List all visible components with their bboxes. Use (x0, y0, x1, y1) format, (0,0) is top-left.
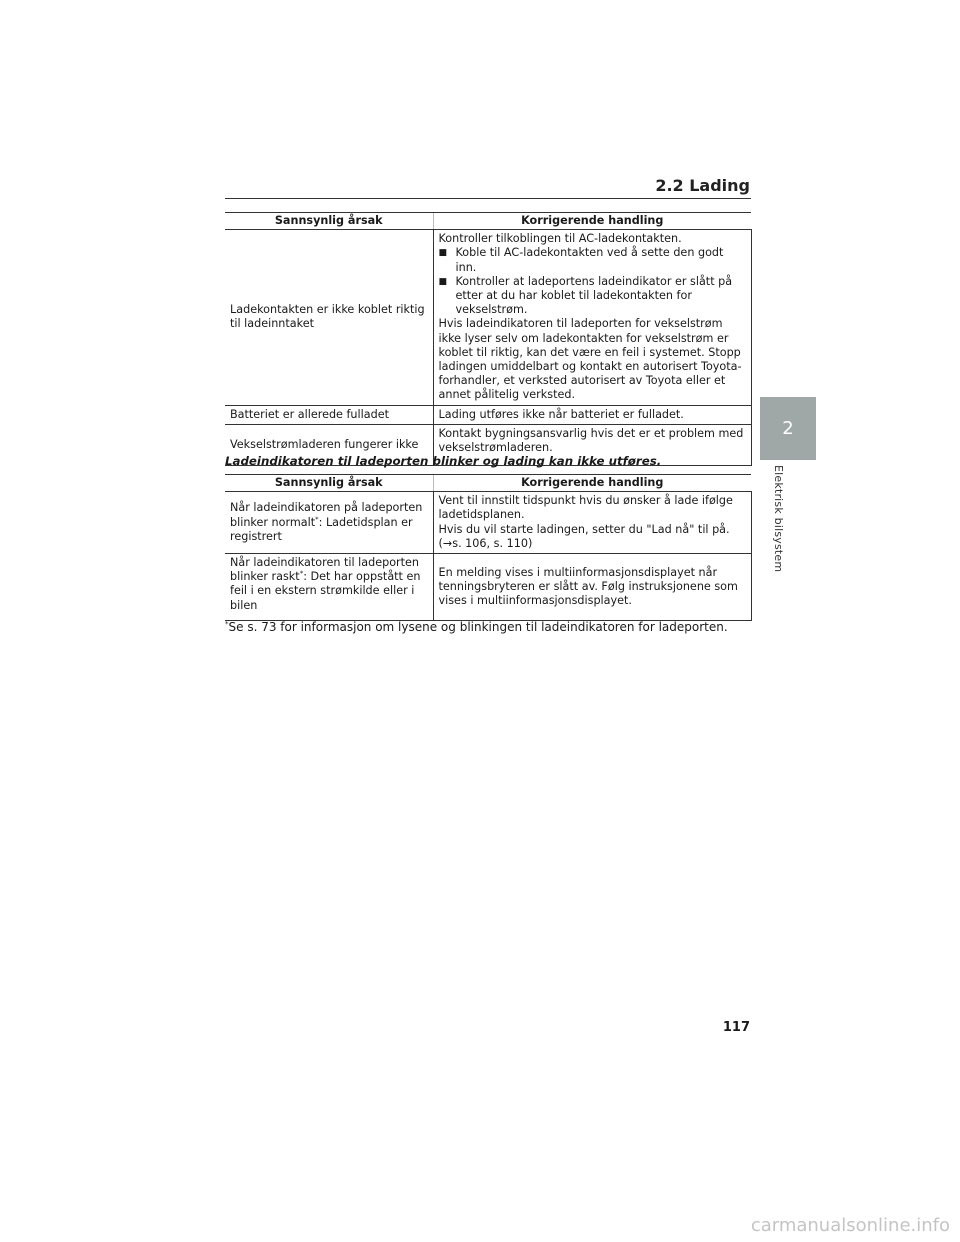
cause-text: : Ladetidsplan er registrert (230, 515, 413, 543)
table-header-row (225, 475, 751, 492)
action-cell (433, 230, 751, 405)
action-text: Vent til innstilt tidspunkt hvis du ønsker å lade ifølge ladetidsplanen. (438, 494, 733, 522)
footnote-marker: * (299, 569, 304, 578)
footnote (225, 620, 765, 635)
page-number: 117 (722, 1020, 750, 1035)
cause-cell: Batteriet er allerede fulladet (225, 405, 433, 424)
troubleshooting-table-1 (225, 212, 752, 466)
section-heading: Ladeindikatoren til ladeporten blinker og lading kan ikke utføres. (225, 454, 662, 468)
footnote-marker: * (225, 620, 229, 628)
troubleshooting-table-2 (225, 474, 752, 621)
action-text: Hvis du vil starte ladingen, setter du "Lad nå" til på. (438, 522, 730, 536)
cause-cell: Vekselstrømladeren fungerer ikke (225, 424, 433, 465)
action-cell (433, 492, 751, 554)
cause-text: : Det har oppstått en feil i en ekstern strømkilde eller i bilen (230, 570, 421, 612)
header-rule (225, 198, 751, 199)
chapter-number: 2 (782, 418, 794, 439)
action-cell: Kontakt bygningsansvarlig hvis det er et problem med vekselstrømladeren. (433, 424, 751, 465)
bullet-text: Koble til AC-ladekontakten ved å sette den godt inn. (455, 246, 724, 274)
cause-cell: Ladekontakten er ikke koblet riktig til ladeinntaket (225, 230, 433, 405)
column-header-cause: Sannsynlig årsak (225, 475, 433, 492)
table-row (225, 405, 751, 424)
cause-cell (225, 554, 433, 621)
footnote-text: Se s. 73 for informasjon om lysene og blinkingen til ladeindikatoren for ladeporten. (228, 620, 728, 634)
square-bullet-icon: ■ (438, 276, 448, 287)
footnote-marker: * (315, 514, 319, 523)
table-header-row (225, 213, 751, 230)
table-row (225, 492, 751, 554)
section-header: 2.2 Lading (655, 176, 750, 195)
chapter-tab (760, 397, 816, 460)
action-text: Kontroller tilkoblingen til AC-ladekontakten. (438, 232, 682, 246)
bullet-item (439, 275, 746, 318)
action-text: Hvis ladeindikatoren til ladeporten for vekselstrøm ikke lyser selv om ladekontakten for vekselstrøm er koblet til riktig, kan det være en feil i systemet. Stopp ladingen umiddelbart og kontakt en autorisert Toyota-forhandler, et verksted autorisert av Toyota eller et annet pålitelig verksted. (438, 317, 742, 402)
cause-cell (225, 492, 433, 554)
page-reference: (→s. 106, s. 110) (438, 536, 533, 550)
cause-text: Når ladeindikatoren til ladeporten blinker raskt (230, 556, 420, 584)
square-bullet-icon: ■ (438, 248, 448, 259)
watermark-text: carmanualsonline.info (750, 1215, 950, 1236)
chapter-label: Elektrisk bilsystem (772, 465, 785, 573)
action-cell: En melding vises i multiinformasjonsdisplayet når tenningsbryteren er slått av. Følg instruksjonene som vises i multiinformasjonsdisplayet. (433, 554, 751, 621)
table-row (225, 230, 751, 405)
cause-text: Når ladeindikatoren på ladeporten blinker normalt (230, 501, 423, 529)
column-header-cause: Sannsynlig årsak (225, 213, 433, 230)
column-header-action: Korrigerende handling (433, 213, 751, 230)
action-cell: Lading utføres ikke når batteriet er fulladet. (433, 405, 751, 424)
bullet-item (439, 246, 746, 274)
column-header-action: Korrigerende handling (433, 475, 751, 492)
table-row (225, 554, 751, 621)
bullet-text: Kontroller at ladeportens ladeindikator er slått på etter at du har koblet til ladekontakten for vekselstrøm. (455, 274, 733, 317)
